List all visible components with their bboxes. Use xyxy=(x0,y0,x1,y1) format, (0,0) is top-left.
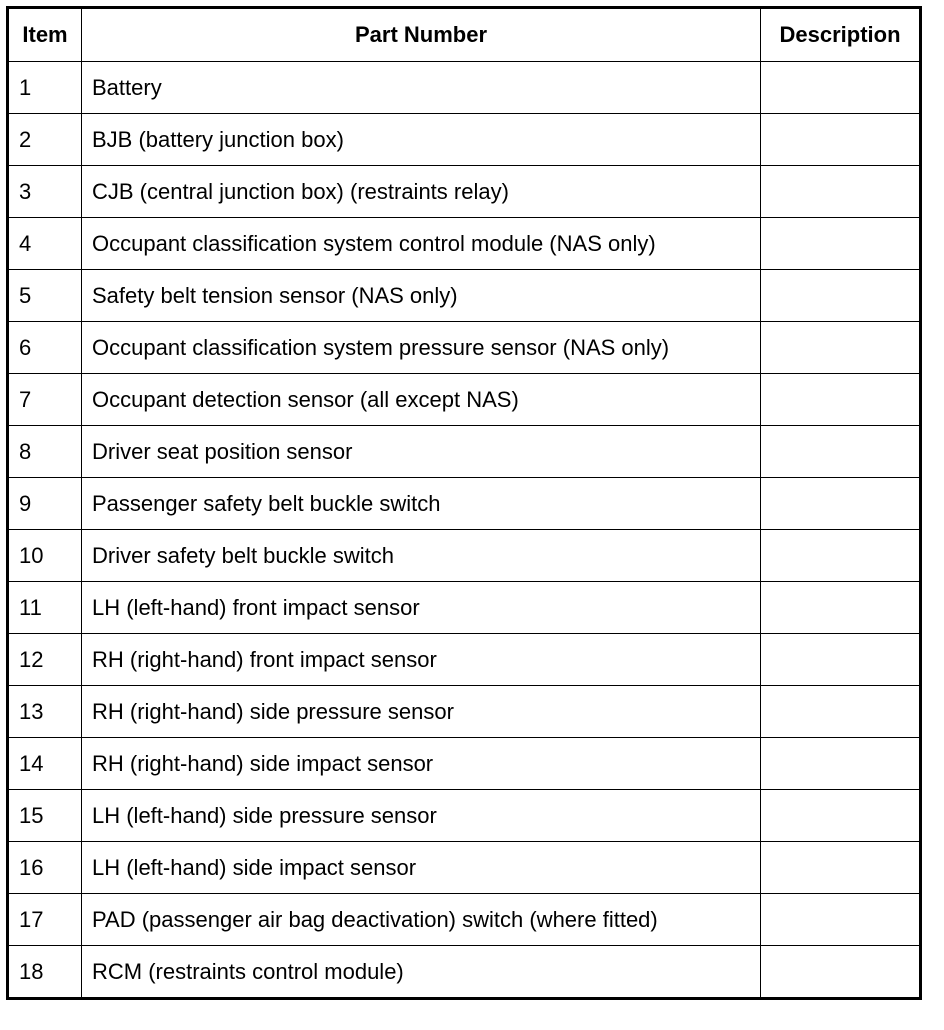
item-cell: 4 xyxy=(8,218,82,270)
table-row xyxy=(8,62,921,114)
table-row xyxy=(8,582,921,634)
item-cell: 5 xyxy=(8,270,82,322)
item-cell: 3 xyxy=(8,166,82,218)
table-row xyxy=(8,946,921,999)
table-row xyxy=(8,218,921,270)
item-cell: 14 xyxy=(8,738,82,790)
part-number-cell: RCM (restraints control module) xyxy=(82,946,761,999)
description-cell xyxy=(761,842,921,894)
description-cell xyxy=(761,270,921,322)
item-cell: 11 xyxy=(8,582,82,634)
part-number-cell: LH (left-hand) front impact sensor xyxy=(82,582,761,634)
description-cell xyxy=(761,634,921,686)
item-cell: 12 xyxy=(8,634,82,686)
header-item: Item xyxy=(8,8,82,62)
table-row xyxy=(8,426,921,478)
table-row xyxy=(8,478,921,530)
table-row xyxy=(8,530,921,582)
description-cell xyxy=(761,114,921,166)
description-cell xyxy=(761,426,921,478)
table-row xyxy=(8,738,921,790)
item-cell: 17 xyxy=(8,894,82,946)
item-cell: 9 xyxy=(8,478,82,530)
header-part-number: Part Number xyxy=(82,8,761,62)
item-cell: 1 xyxy=(8,62,82,114)
part-number-cell: RH (right-hand) side impact sensor xyxy=(82,738,761,790)
part-number-cell: RH (right-hand) front impact sensor xyxy=(82,634,761,686)
part-number-cell: Occupant classification system control module (NAS only) xyxy=(82,218,761,270)
table-row xyxy=(8,374,921,426)
part-number-cell: LH (left-hand) side pressure sensor xyxy=(82,790,761,842)
description-cell xyxy=(761,894,921,946)
part-number-cell: BJB (battery junction box) xyxy=(82,114,761,166)
description-cell xyxy=(761,738,921,790)
header-description: Description xyxy=(761,8,921,62)
part-number-cell: Battery xyxy=(82,62,761,114)
item-cell: 16 xyxy=(8,842,82,894)
table-row xyxy=(8,166,921,218)
description-cell xyxy=(761,582,921,634)
description-cell xyxy=(761,478,921,530)
description-cell xyxy=(761,790,921,842)
item-cell: 10 xyxy=(8,530,82,582)
part-number-cell: Driver seat position sensor xyxy=(82,426,761,478)
part-number-cell: Occupant classification system pressure sensor (NAS only) xyxy=(82,322,761,374)
table-row xyxy=(8,322,921,374)
part-number-cell: PAD (passenger air bag deactivation) switch (where fitted) xyxy=(82,894,761,946)
part-number-cell: RH (right-hand) side pressure sensor xyxy=(82,686,761,738)
item-cell: 18 xyxy=(8,946,82,999)
part-number-cell: Occupant detection sensor (all except NAS) xyxy=(82,374,761,426)
table-row xyxy=(8,114,921,166)
part-number-cell: Passenger safety belt buckle switch xyxy=(82,478,761,530)
table-row xyxy=(8,270,921,322)
table-row xyxy=(8,842,921,894)
description-cell xyxy=(761,946,921,999)
header-row xyxy=(8,8,921,62)
item-cell: 6 xyxy=(8,322,82,374)
part-number-cell: LH (left-hand) side impact sensor xyxy=(82,842,761,894)
item-cell: 8 xyxy=(8,426,82,478)
item-cell: 15 xyxy=(8,790,82,842)
description-cell xyxy=(761,530,921,582)
description-cell xyxy=(761,374,921,426)
table-header xyxy=(8,8,921,62)
table-row xyxy=(8,790,921,842)
part-number-cell: Safety belt tension sensor (NAS only) xyxy=(82,270,761,322)
description-cell xyxy=(761,218,921,270)
item-cell: 13 xyxy=(8,686,82,738)
item-cell: 2 xyxy=(8,114,82,166)
description-cell xyxy=(761,62,921,114)
description-cell xyxy=(761,166,921,218)
part-number-cell: CJB (central junction box) (restraints relay) xyxy=(82,166,761,218)
parts-table xyxy=(6,6,922,1000)
table-row xyxy=(8,894,921,946)
table-row xyxy=(8,634,921,686)
part-number-cell: Driver safety belt buckle switch xyxy=(82,530,761,582)
description-cell xyxy=(761,322,921,374)
table-body xyxy=(8,62,921,999)
item-cell: 7 xyxy=(8,374,82,426)
table-row xyxy=(8,686,921,738)
description-cell xyxy=(761,686,921,738)
